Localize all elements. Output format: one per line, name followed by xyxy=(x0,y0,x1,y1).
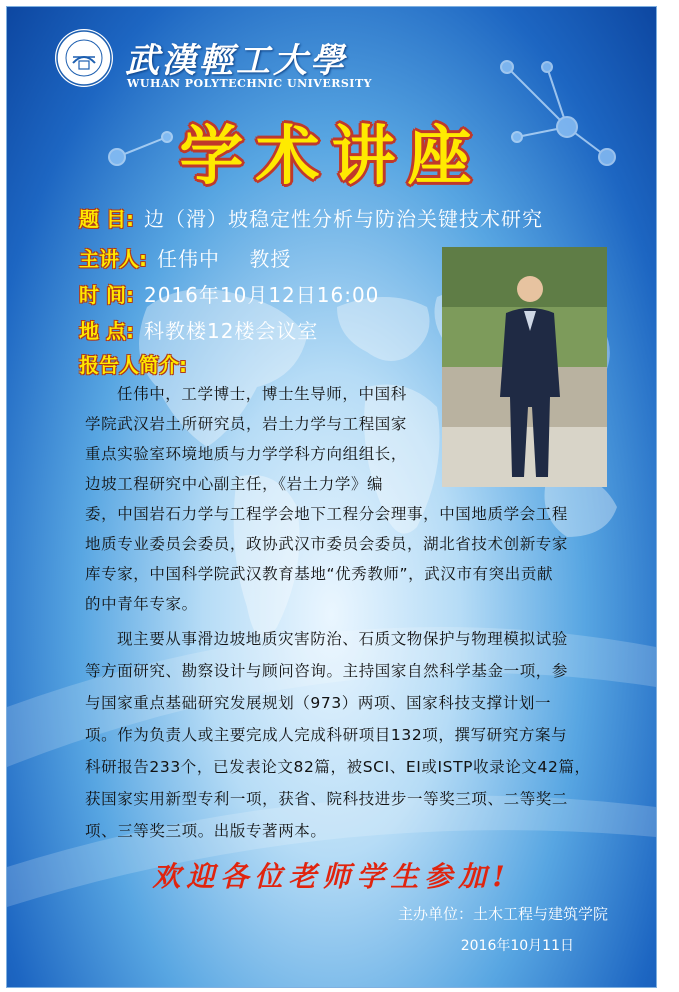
bio-p2-line: 与国家重点基础研究发展规划（973）两项、国家科技支撑计划一 xyxy=(85,694,552,712)
time-value: 2016年10月12日16:00 xyxy=(143,283,380,307)
bio-paragraph-1 xyxy=(85,379,568,619)
welcome-slogan: 欢迎各位老师学生参加! xyxy=(152,860,511,893)
time-row xyxy=(79,279,379,308)
bio-p2-line: 项。作为负责人或主要完成人完成科研项目132项，撰写研究方案与 xyxy=(85,726,568,744)
issue-date: 2016年10月11日 xyxy=(460,938,574,954)
bio-p1-line: 的中青年专家。 xyxy=(85,595,198,613)
speaker-row xyxy=(79,243,291,272)
university-logo xyxy=(53,27,115,89)
bio-p2-line: 等方面研究、勘察设计与顾问咨询。主持国家自然科学基金一项，参 xyxy=(85,662,569,680)
bio-p1-line: 学院武汉岩土所研究员，岩土力学与工程国家 xyxy=(85,415,408,433)
bio-p2-line: 科研报告233个，已发表论文82篇，被SCI、EI或ISTP收录论文42篇， xyxy=(85,758,591,776)
poster-title: 学术讲座 xyxy=(179,120,484,194)
bio-p2-line: 现主要从事滑边坡地质灾害防治、石质文物保护与物理模拟试验 xyxy=(117,630,568,648)
bio-p2-line: 获国家实用新型专利一项，获省、院科技进步一等奖三项、二等奖二 xyxy=(85,790,569,808)
bio-p2-line: 项、三等奖三项。出版专著两本。 xyxy=(85,822,327,840)
bio-heading: 报告人简介: xyxy=(79,353,187,377)
topic-label: 题 目: xyxy=(79,207,134,231)
lecture-poster xyxy=(6,6,657,988)
bio-p1-line: 任伟中，工学博士，博士生导师，中国科 xyxy=(117,385,407,403)
bio-paragraph-2 xyxy=(85,623,591,847)
bio-p1-line: 重点实验室环境地质与力学学科方向组组长， xyxy=(85,445,408,463)
time-label: 时 间: xyxy=(79,283,134,307)
host-organizer: 主办单位：土木工程与建筑学院 xyxy=(397,905,608,923)
university-name-en: WUHAN POLYTECHNIC UNIVERSITY xyxy=(127,77,372,90)
bio-p1-line: 边坡工程研究中心副主任，《岩土力学》编 xyxy=(85,475,384,493)
place-row xyxy=(79,315,318,344)
speaker-value: 任伟中 教授 xyxy=(157,247,292,271)
topic-row xyxy=(79,203,543,232)
bio-p1-line: 库专家，中国科学院武汉教育基地“优秀教师”，武汉市有突出贡献 xyxy=(85,565,554,583)
university-name-cn: 武漢輕工大學 xyxy=(125,41,347,81)
topic-value: 边（滑）坡稳定性分析与防治关键技术研究 xyxy=(143,207,543,231)
bio-heading-row xyxy=(79,349,187,378)
bio-p1-line: 地质专业委员会委员，政协武汉市委员会委员，湖北省技术创新专家 xyxy=(85,535,569,553)
bio-p1-line: 委，中国岩石力学与工程学会地下工程分会理事，中国地质学会工程 xyxy=(85,505,569,523)
place-label: 地 点: xyxy=(79,319,134,343)
place-value: 科教楼12楼会议室 xyxy=(143,319,319,343)
speaker-label: 主讲人: xyxy=(79,247,147,271)
